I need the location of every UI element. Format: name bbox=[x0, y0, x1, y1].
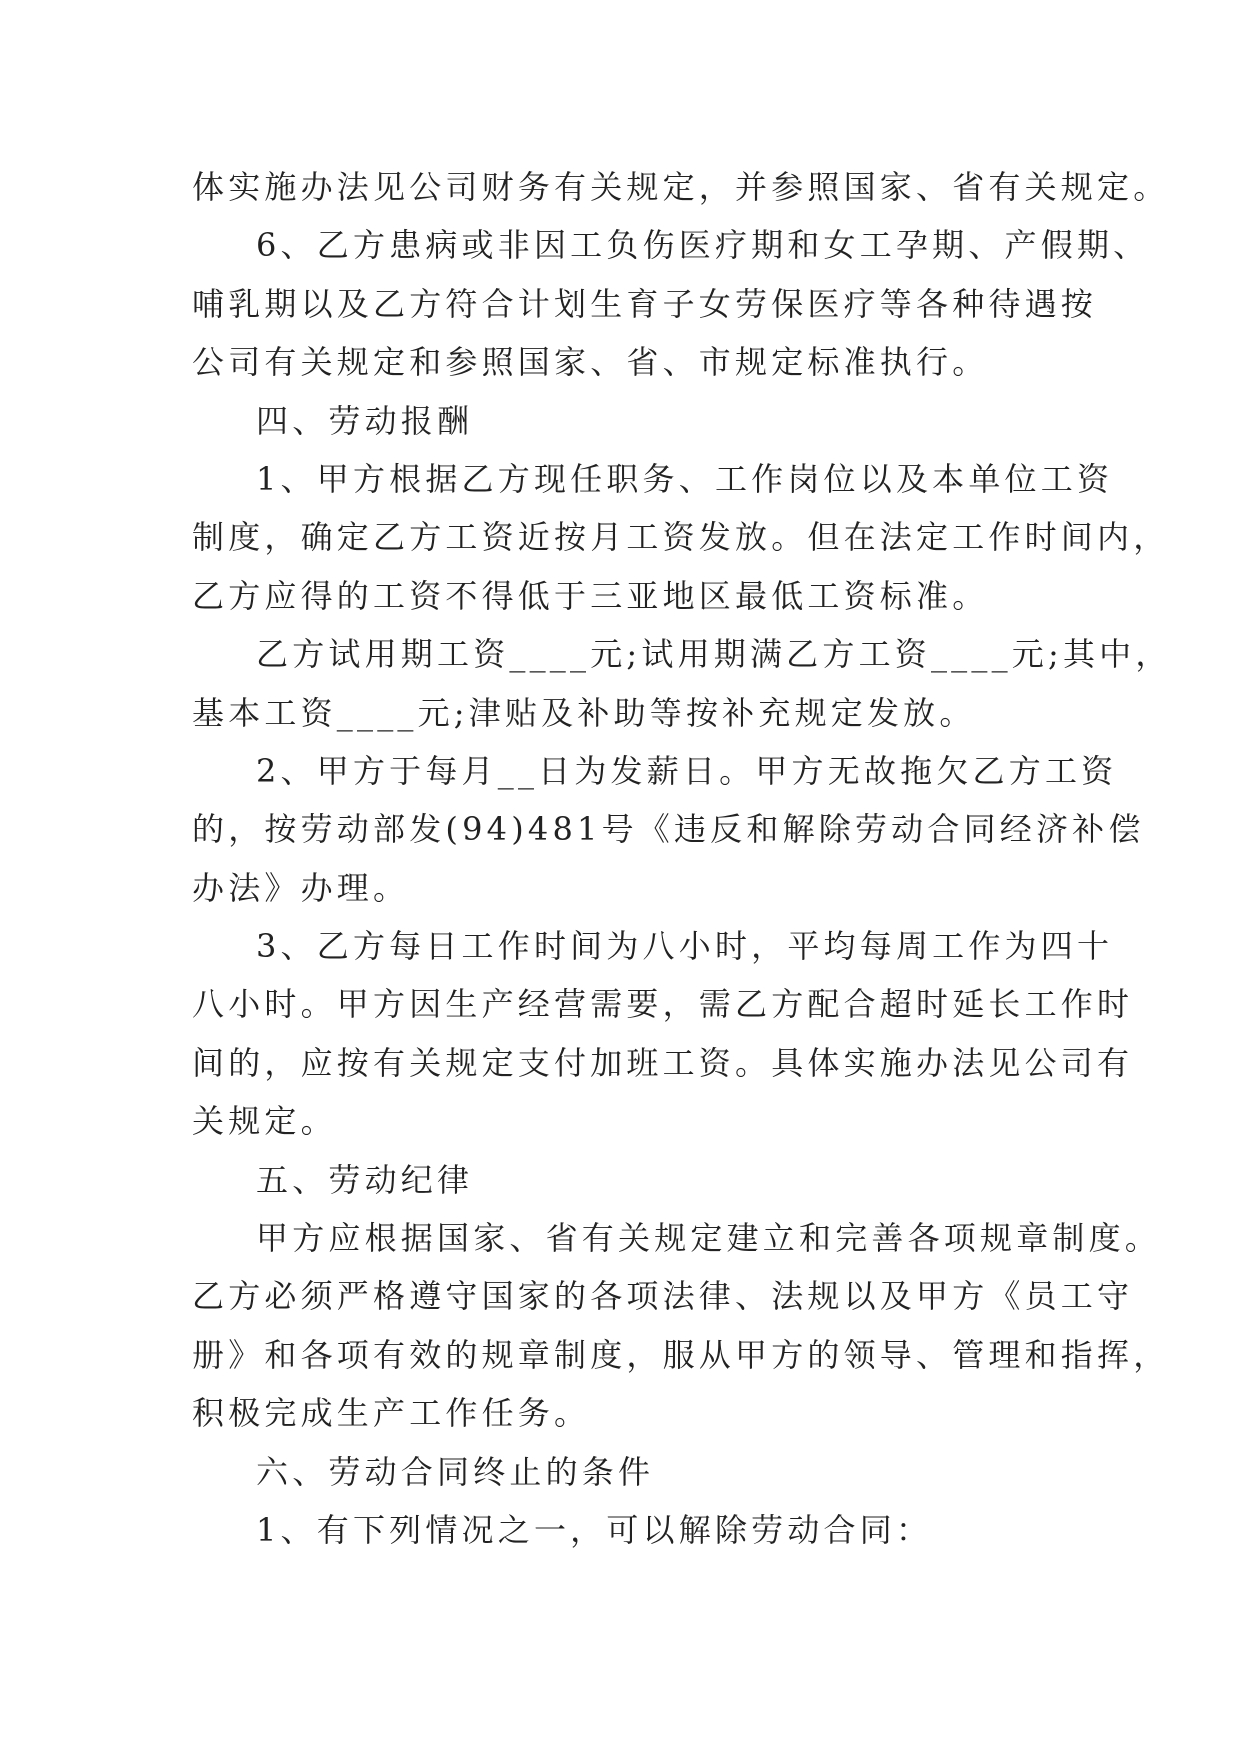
text-line: 乙方应得的工资不得低于三亚地区最低工资标准。 bbox=[192, 576, 989, 615]
text-line: 基本工资____元;津贴及补助等按补充规定发放。 bbox=[192, 693, 976, 732]
document-body bbox=[192, 158, 1172, 1559]
text-line: 乙方必须严格遵守国家的各项法律、法规以及甲方《员工守 bbox=[192, 1277, 1134, 1316]
text-line: 册》和各项有效的规章制度，服从甲方的领导、管理和指挥， bbox=[192, 1335, 1170, 1374]
text-line: 制度，确定乙方工资近按月工资发放。但在法定工作时间内， bbox=[192, 518, 1170, 557]
text-line: 乙方试用期工资____元;试用期满乙方工资____元;其中， bbox=[256, 635, 1172, 674]
text-line: 间的，应按有关规定支付加班工资。具体实施办法见公司有 bbox=[192, 1043, 1134, 1082]
section-heading: 五、劳动纪律 bbox=[256, 1160, 474, 1199]
text-line: 1、有下列情况之一，可以解除劳动合同： bbox=[256, 1510, 933, 1549]
text-line: 积极完成生产工作任务。 bbox=[192, 1394, 591, 1433]
text-line: 的，按劳动部发(94)481号《违反和解除劳动合同经济补偿 bbox=[192, 810, 1145, 849]
text-line: 关规定。 bbox=[192, 1102, 337, 1141]
text-line: 八小时。甲方因生产经营需要，需乙方配合超时延长工作时 bbox=[192, 985, 1134, 1024]
text-line: 6、乙方患病或非因工负伤医疗期和女工孕期、产假期、 bbox=[256, 226, 1150, 265]
text-line: 甲方应根据国家、省有关规定建立和完善各项规章制度。 bbox=[256, 1219, 1162, 1258]
text-line: 体实施办法见公司财务有关规定，并参照国家、省有关规定。 bbox=[192, 168, 1170, 206]
text-line: 2、甲方于每月__日为发薪日。甲方无故拖欠乙方工资 bbox=[256, 751, 1118, 790]
text-line: 3、乙方每日工作时间为八小时，平均每周工作为四十 bbox=[256, 927, 1114, 966]
section-heading: 四、劳动报酬 bbox=[256, 401, 474, 440]
text-line: 公司有关规定和参照国家、省、市规定标准执行。 bbox=[192, 343, 989, 382]
text-line: 哺乳期以及乙方符合计划生育子女劳保医疗等各种待遇按 bbox=[192, 284, 1098, 323]
text-line: 1、甲方根据乙方现任职务、工作岗位以及本单位工资 bbox=[256, 459, 1114, 498]
section-heading: 六、劳动合同终止的条件 bbox=[256, 1452, 655, 1491]
text-line: 办法》办理。 bbox=[192, 868, 410, 907]
